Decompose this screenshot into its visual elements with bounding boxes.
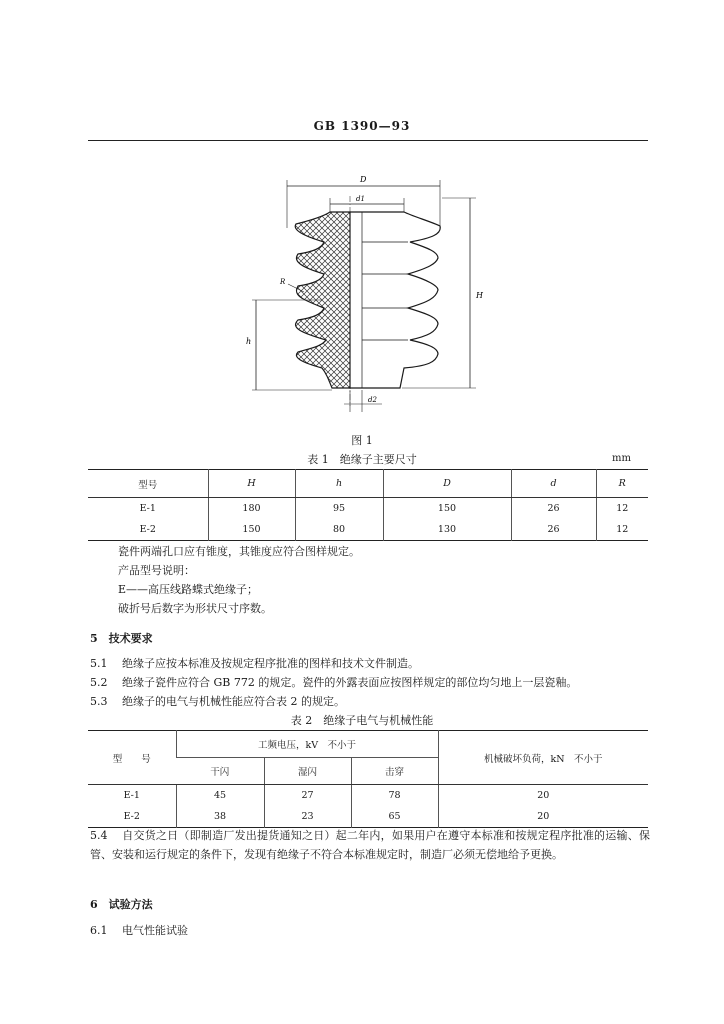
col-header-H: H: [208, 470, 295, 498]
table-cell: E-1: [123, 790, 140, 801]
label-R: R: [280, 278, 286, 286]
table-cell: 26: [511, 519, 596, 541]
clause-5-1: [90, 655, 419, 671]
figure-caption: 图 1: [351, 434, 373, 447]
clause-text: 绝缘子的电气与机械性能应符合表 2 的规定。: [122, 695, 345, 708]
table-cell: 78: [351, 785, 438, 807]
table-row: [88, 498, 648, 520]
table-row: [88, 806, 648, 828]
label-H: H: [476, 291, 483, 300]
table-cell: 80: [295, 519, 383, 541]
note-line: 产品型号说明：: [118, 564, 195, 577]
table2: [88, 730, 648, 828]
table-cell: 12: [596, 498, 648, 520]
label-D: D: [360, 175, 367, 184]
col-header-D: D: [383, 470, 511, 498]
clause-5-2: [90, 674, 577, 690]
table-header-row: [88, 470, 648, 498]
clause-5-4: [90, 826, 650, 864]
table1-unit: mm: [612, 453, 631, 464]
col-header-h: h: [295, 470, 383, 498]
col-header-d: d: [511, 470, 596, 498]
col-header-model: 型号: [88, 470, 208, 498]
col-header-R: R: [596, 470, 648, 498]
table-cell: 38: [176, 806, 264, 828]
col-header-puncture: 击穿: [351, 758, 438, 785]
clause-number: 5.3: [90, 695, 108, 708]
header-rule: [88, 140, 648, 141]
table-row: [88, 519, 648, 541]
table-cell: E-2: [139, 524, 156, 535]
clause-number: 5.1: [90, 657, 108, 670]
clause-number: 5.2: [90, 676, 108, 689]
page-header: GB 1390—93: [313, 119, 411, 133]
table-cell: 130: [383, 519, 511, 541]
col-header-model: 型 号: [88, 731, 176, 785]
clause-5-3: [90, 693, 345, 709]
clause-number: 6.1: [90, 924, 108, 937]
table-cell: 65: [351, 806, 438, 828]
clause-text: 自交货之日（即制造厂发出提货通知之日）起二年内，如果用户在遵守本标准和按规定程序批准的运输、保管、安装和运行规定的条件下，发现有绝缘子不符合本标准规定时，制造厂必须无偿地给予更换。: [90, 829, 650, 861]
table-cell: 26: [511, 498, 596, 520]
table-cell: E-2: [123, 811, 140, 822]
table-cell: 150: [383, 498, 511, 520]
clause-text: 绝缘子应按本标准及按规定程序批准的图样和技术文件制造。: [122, 657, 419, 670]
col-header-mech-load: 机械破坏负荷，kN 不小于: [438, 731, 648, 785]
note-line: E——高压线路蝶式绝缘子；: [118, 583, 259, 596]
clause-text: 绝缘子瓷件应符合 GB 772 的规定。瓷件的外露表面应按图样规定的部位均匀地上一层瓷釉。: [122, 676, 578, 689]
table-cell: 180: [208, 498, 295, 520]
table1-title: 表 1 绝缘子主要尺寸: [307, 453, 417, 466]
clause-number: 5.4: [90, 829, 108, 842]
table-cell: E-1: [139, 503, 156, 514]
label-h: h: [246, 337, 252, 346]
section-heading: 5 技术要求: [90, 632, 153, 645]
section-heading: 6 试验方法: [90, 898, 153, 911]
table-row: [88, 785, 648, 807]
note-line: 瓷件两端孔口应有锥度，其锥度应符合图样规定。: [118, 545, 360, 558]
table-cell: 27: [264, 785, 351, 807]
col-header-voltage: 工频电压，kV 不小于: [176, 731, 438, 758]
clause-6-1: [90, 922, 188, 938]
table-cell: 20: [438, 806, 648, 828]
col-header-dry-flashover: 干闪: [176, 758, 264, 785]
label-d1: d1: [356, 195, 365, 203]
clause-text: 电气性能试验: [122, 924, 188, 937]
table-header-row: [88, 731, 648, 758]
table-cell: 45: [176, 785, 264, 807]
table-cell: 95: [295, 498, 383, 520]
insulator-drawing: [232, 168, 492, 418]
note-line: 破折号后数字为形状尺寸序数。: [118, 602, 272, 615]
table-cell: 12: [596, 519, 648, 541]
table-cell: 150: [208, 519, 295, 541]
table-cell: 23: [264, 806, 351, 828]
label-d2: d2: [368, 396, 377, 404]
col-header-wet-flashover: 湿闪: [264, 758, 351, 785]
table2-title: 表 2 绝缘子电气与机械性能: [290, 714, 434, 727]
table-cell: 20: [438, 785, 648, 807]
table1: [88, 469, 648, 541]
